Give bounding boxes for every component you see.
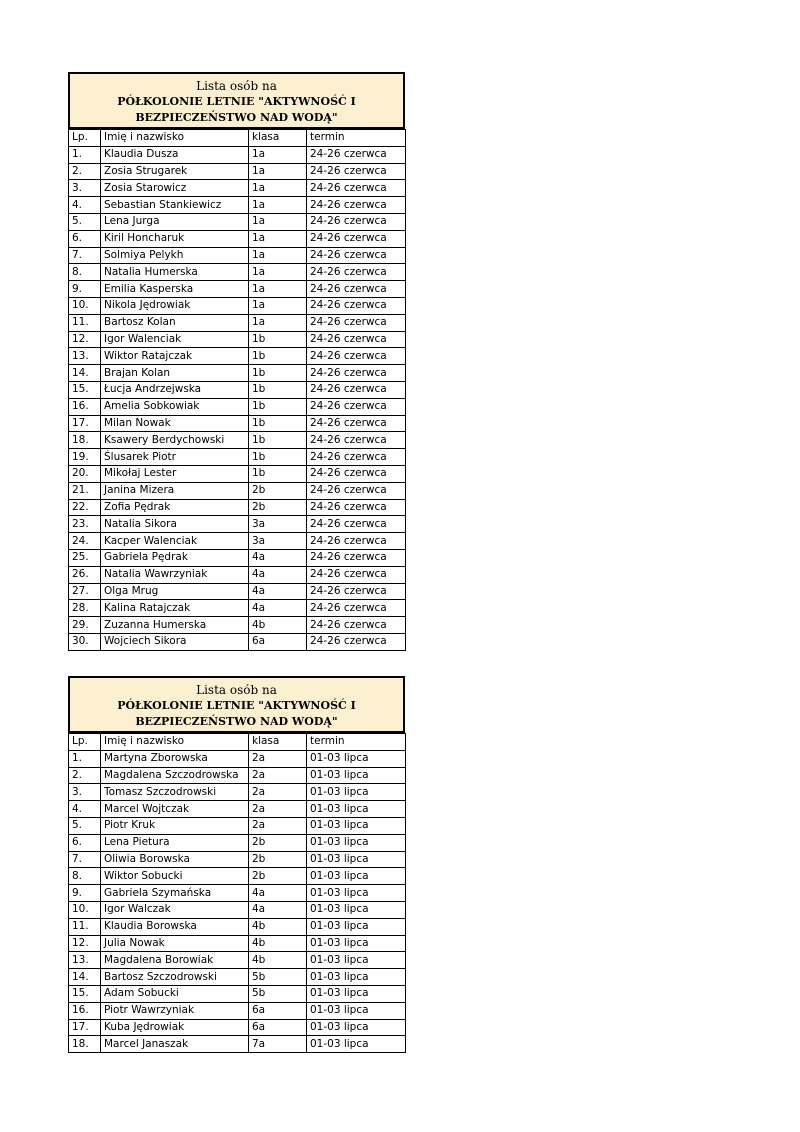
cell-lp: 13. bbox=[69, 952, 101, 969]
column-header-term: termin bbox=[307, 734, 406, 751]
cell-term: 24-26 czerwca bbox=[307, 163, 406, 180]
cell-name: Julia Nowak bbox=[101, 935, 249, 952]
table-row bbox=[69, 482, 406, 499]
cell-name: Gabriela Szymańska bbox=[101, 885, 249, 902]
cell-lp: 3. bbox=[69, 784, 101, 801]
cell-lp: 1. bbox=[69, 146, 101, 163]
table-row bbox=[69, 314, 406, 331]
cell-class: 6a bbox=[249, 1019, 307, 1036]
cell-name: Sebastian Stankiewicz bbox=[101, 197, 249, 214]
cell-term: 24-26 czerwca bbox=[307, 533, 406, 550]
cell-name: Lena Pietura bbox=[101, 834, 249, 851]
cell-term: 01-03 lipca bbox=[307, 935, 406, 952]
cell-name: Mikołaj Lester bbox=[101, 465, 249, 482]
header-line-subtitle: BEZPIECZEŃSTWO NAD WODĄ" bbox=[135, 715, 338, 728]
column-header-name: Imię i nazwisko bbox=[101, 130, 249, 147]
cell-class: 1b bbox=[249, 365, 307, 382]
cell-term: 24-26 czerwca bbox=[307, 415, 406, 432]
table-row bbox=[69, 331, 406, 348]
cell-lp: 20. bbox=[69, 465, 101, 482]
cell-term: 01-03 lipca bbox=[307, 901, 406, 918]
table-row bbox=[69, 432, 406, 449]
column-header-lp: Lp. bbox=[69, 734, 101, 751]
cell-term: 24-26 czerwca bbox=[307, 617, 406, 634]
cell-class: 1b bbox=[249, 381, 307, 398]
cell-term: 24-26 czerwca bbox=[307, 432, 406, 449]
table-row bbox=[69, 817, 406, 834]
cell-lp: 16. bbox=[69, 398, 101, 415]
cell-name: Lena Jurga bbox=[101, 213, 249, 230]
cell-name: Brajan Kolan bbox=[101, 365, 249, 382]
cell-class: 1a bbox=[249, 314, 307, 331]
table-row bbox=[69, 952, 406, 969]
cell-class: 2a bbox=[249, 784, 307, 801]
table-row bbox=[69, 549, 406, 566]
cell-name: Wiktor Ratajczak bbox=[101, 348, 249, 365]
cell-name: Nikola Jędrowiak bbox=[101, 297, 249, 314]
cell-lp: 2. bbox=[69, 767, 101, 784]
cell-term: 01-03 lipca bbox=[307, 985, 406, 1002]
cell-name: Kuba Jędrowiak bbox=[101, 1019, 249, 1036]
table-row bbox=[69, 985, 406, 1002]
cell-lp: 12. bbox=[69, 331, 101, 348]
cell-name: Adam Sobucki bbox=[101, 985, 249, 1002]
cell-lp: 21. bbox=[69, 482, 101, 499]
cell-term: 01-03 lipca bbox=[307, 767, 406, 784]
cell-class: 2a bbox=[249, 817, 307, 834]
cell-name: Milan Nowak bbox=[101, 415, 249, 432]
cell-lp: 4. bbox=[69, 197, 101, 214]
table-row bbox=[69, 885, 406, 902]
cell-name: Kacper Walenciak bbox=[101, 533, 249, 550]
cell-name: Solmiya Pelykh bbox=[101, 247, 249, 264]
cell-class: 3a bbox=[249, 533, 307, 550]
participant-list-june bbox=[68, 72, 405, 651]
cell-class: 4b bbox=[249, 918, 307, 935]
table-row bbox=[69, 146, 406, 163]
cell-class: 6a bbox=[249, 633, 307, 650]
cell-class: 2a bbox=[249, 750, 307, 767]
cell-lp: 8. bbox=[69, 264, 101, 281]
cell-class: 1a bbox=[249, 146, 307, 163]
table-row bbox=[69, 516, 406, 533]
list-header bbox=[68, 72, 405, 129]
cell-name: Bartosz Kolan bbox=[101, 314, 249, 331]
cell-name: Ksawery Berdychowski bbox=[101, 432, 249, 449]
cell-lp: 14. bbox=[69, 969, 101, 986]
cell-term: 24-26 czerwca bbox=[307, 600, 406, 617]
cell-class: 2b bbox=[249, 834, 307, 851]
header-line-subtitle: BEZPIECZEŃSTWO NAD WODĄ" bbox=[135, 111, 338, 124]
table-row bbox=[69, 901, 406, 918]
cell-name: Emilia Kasperska bbox=[101, 281, 249, 298]
cell-term: 24-26 czerwca bbox=[307, 398, 406, 415]
cell-class: 1a bbox=[249, 180, 307, 197]
cell-lp: 5. bbox=[69, 817, 101, 834]
cell-term: 01-03 lipca bbox=[307, 817, 406, 834]
cell-name: Natalia Sikora bbox=[101, 516, 249, 533]
table-row bbox=[69, 381, 406, 398]
roster-table bbox=[68, 733, 406, 1053]
table-row bbox=[69, 230, 406, 247]
cell-term: 01-03 lipca bbox=[307, 1036, 406, 1053]
table-row bbox=[69, 180, 406, 197]
table-row bbox=[69, 247, 406, 264]
cell-lp: 24. bbox=[69, 533, 101, 550]
cell-name: Janina Mizera bbox=[101, 482, 249, 499]
cell-term: 24-26 czerwca bbox=[307, 247, 406, 264]
table-row bbox=[69, 213, 406, 230]
cell-name: Magdalena Borowiak bbox=[101, 952, 249, 969]
cell-name: Olga Mrug bbox=[101, 583, 249, 600]
cell-term: 01-03 lipca bbox=[307, 918, 406, 935]
cell-name: Wojciech Sikora bbox=[101, 633, 249, 650]
cell-term: 01-03 lipca bbox=[307, 885, 406, 902]
table-row bbox=[69, 784, 406, 801]
table-row bbox=[69, 533, 406, 550]
table-row bbox=[69, 617, 406, 634]
cell-name: Zosia Starowicz bbox=[101, 180, 249, 197]
cell-name: Martyna Zborowska bbox=[101, 750, 249, 767]
cell-lp: 15. bbox=[69, 381, 101, 398]
cell-name: Natalia Humerska bbox=[101, 264, 249, 281]
cell-term: 01-03 lipca bbox=[307, 969, 406, 986]
cell-lp: 4. bbox=[69, 801, 101, 818]
table-row bbox=[69, 801, 406, 818]
cell-class: 4a bbox=[249, 885, 307, 902]
cell-class: 1b bbox=[249, 331, 307, 348]
cell-class: 1a bbox=[249, 247, 307, 264]
cell-lp: 25. bbox=[69, 549, 101, 566]
cell-name: Zofia Pędrak bbox=[101, 499, 249, 516]
cell-class: 1b bbox=[249, 398, 307, 415]
cell-lp: 7. bbox=[69, 247, 101, 264]
table-row bbox=[69, 163, 406, 180]
table-row bbox=[69, 918, 406, 935]
table-row bbox=[69, 969, 406, 986]
cell-term: 24-26 czerwca bbox=[307, 381, 406, 398]
cell-name: Wiktor Sobucki bbox=[101, 868, 249, 885]
column-header-lp: Lp. bbox=[69, 130, 101, 147]
cell-term: 01-03 lipca bbox=[307, 1002, 406, 1019]
cell-class: 5b bbox=[249, 985, 307, 1002]
cell-class: 2b bbox=[249, 499, 307, 516]
cell-lp: 15. bbox=[69, 985, 101, 1002]
table-header-row bbox=[69, 130, 406, 147]
participant-list-july bbox=[68, 676, 405, 1053]
table-row bbox=[69, 415, 406, 432]
cell-name: Klaudia Borowska bbox=[101, 918, 249, 935]
cell-lp: 11. bbox=[69, 918, 101, 935]
cell-class: 7a bbox=[249, 1036, 307, 1053]
cell-class: 2b bbox=[249, 851, 307, 868]
cell-class: 5b bbox=[249, 969, 307, 986]
cell-term: 01-03 lipca bbox=[307, 868, 406, 885]
cell-name: Bartosz Szczodrowski bbox=[101, 969, 249, 986]
cell-lp: 23. bbox=[69, 516, 101, 533]
cell-lp: 17. bbox=[69, 1019, 101, 1036]
cell-term: 24-26 czerwca bbox=[307, 365, 406, 382]
cell-lp: 3. bbox=[69, 180, 101, 197]
cell-class: 6a bbox=[249, 1002, 307, 1019]
table-row bbox=[69, 297, 406, 314]
cell-name: Kiril Honcharuk bbox=[101, 230, 249, 247]
cell-name: Piotr Wawrzyniak bbox=[101, 1002, 249, 1019]
table-row bbox=[69, 264, 406, 281]
cell-lp: 6. bbox=[69, 230, 101, 247]
cell-term: 24-26 czerwca bbox=[307, 281, 406, 298]
cell-lp: 6. bbox=[69, 834, 101, 851]
cell-name: Łucja Andrzejwska bbox=[101, 381, 249, 398]
cell-class: 1a bbox=[249, 197, 307, 214]
cell-lp: 14. bbox=[69, 365, 101, 382]
cell-class: 1a bbox=[249, 163, 307, 180]
cell-term: 24-26 czerwca bbox=[307, 583, 406, 600]
cell-term: 24-26 czerwca bbox=[307, 213, 406, 230]
header-line-intro: Lista osób na bbox=[196, 683, 277, 697]
cell-lp: 8. bbox=[69, 868, 101, 885]
table-row bbox=[69, 750, 406, 767]
cell-class: 2a bbox=[249, 767, 307, 784]
cell-term: 24-26 czerwca bbox=[307, 197, 406, 214]
cell-term: 24-26 czerwca bbox=[307, 264, 406, 281]
cell-lp: 1. bbox=[69, 750, 101, 767]
column-header-term: termin bbox=[307, 130, 406, 147]
table-row bbox=[69, 499, 406, 516]
cell-lp: 19. bbox=[69, 449, 101, 466]
cell-term: 24-26 czerwca bbox=[307, 314, 406, 331]
cell-lp: 10. bbox=[69, 901, 101, 918]
cell-term: 01-03 lipca bbox=[307, 952, 406, 969]
cell-term: 24-26 czerwca bbox=[307, 482, 406, 499]
cell-name: Magdalena Szczodrowska bbox=[101, 767, 249, 784]
cell-name: Klaudia Dusza bbox=[101, 146, 249, 163]
cell-lp: 22. bbox=[69, 499, 101, 516]
cell-lp: 18. bbox=[69, 1036, 101, 1053]
cell-term: 24-26 czerwca bbox=[307, 549, 406, 566]
cell-lp: 5. bbox=[69, 213, 101, 230]
cell-name: Zuzanna Humerska bbox=[101, 617, 249, 634]
cell-term: 24-26 czerwca bbox=[307, 499, 406, 516]
cell-class: 4a bbox=[249, 583, 307, 600]
cell-lp: 29. bbox=[69, 617, 101, 634]
cell-lp: 9. bbox=[69, 885, 101, 902]
cell-name: Natalia Wawrzyniak bbox=[101, 566, 249, 583]
cell-class: 4a bbox=[249, 901, 307, 918]
header-line-intro: Lista osób na bbox=[196, 79, 277, 93]
cell-class: 1b bbox=[249, 465, 307, 482]
cell-term: 01-03 lipca bbox=[307, 801, 406, 818]
table-row bbox=[69, 600, 406, 617]
table-row bbox=[69, 449, 406, 466]
cell-term: 24-26 czerwca bbox=[307, 633, 406, 650]
header-line-title: PÓŁKOLONIE LETNIE "AKTYWNOŚĆ I bbox=[117, 95, 356, 108]
cell-name: Gabriela Pędrak bbox=[101, 549, 249, 566]
table-row bbox=[69, 834, 406, 851]
cell-name: Marcel Janaszak bbox=[101, 1036, 249, 1053]
table-row bbox=[69, 1019, 406, 1036]
cell-name: Amelia Sobkowiak bbox=[101, 398, 249, 415]
cell-class: 1a bbox=[249, 297, 307, 314]
cell-class: 4b bbox=[249, 617, 307, 634]
cell-lp: 7. bbox=[69, 851, 101, 868]
column-header-name: Imię i nazwisko bbox=[101, 734, 249, 751]
table-row bbox=[69, 348, 406, 365]
table-row bbox=[69, 566, 406, 583]
table-row bbox=[69, 281, 406, 298]
cell-lp: 13. bbox=[69, 348, 101, 365]
table-row bbox=[69, 583, 406, 600]
table-row bbox=[69, 1002, 406, 1019]
cell-class: 1a bbox=[249, 213, 307, 230]
cell-lp: 17. bbox=[69, 415, 101, 432]
table-row bbox=[69, 633, 406, 650]
cell-lp: 12. bbox=[69, 935, 101, 952]
column-header-class: klasa bbox=[249, 130, 307, 147]
cell-term: 24-26 czerwca bbox=[307, 297, 406, 314]
cell-term: 24-26 czerwca bbox=[307, 146, 406, 163]
cell-class: 2b bbox=[249, 482, 307, 499]
cell-class: 2b bbox=[249, 868, 307, 885]
cell-term: 01-03 lipca bbox=[307, 750, 406, 767]
cell-name: Tomasz Szczodrowski bbox=[101, 784, 249, 801]
cell-lp: 28. bbox=[69, 600, 101, 617]
table-row bbox=[69, 868, 406, 885]
cell-class: 1a bbox=[249, 264, 307, 281]
table-row bbox=[69, 1036, 406, 1053]
table-row bbox=[69, 398, 406, 415]
cell-name: Oliwia Borowska bbox=[101, 851, 249, 868]
table-row bbox=[69, 365, 406, 382]
cell-name: Piotr Kruk bbox=[101, 817, 249, 834]
cell-class: 3a bbox=[249, 516, 307, 533]
table-row bbox=[69, 197, 406, 214]
table-row bbox=[69, 767, 406, 784]
cell-name: Ślusarek Piotr bbox=[101, 449, 249, 466]
cell-term: 24-26 czerwca bbox=[307, 516, 406, 533]
cell-class: 4b bbox=[249, 935, 307, 952]
cell-lp: 11. bbox=[69, 314, 101, 331]
cell-class: 1b bbox=[249, 415, 307, 432]
cell-term: 24-26 czerwca bbox=[307, 331, 406, 348]
cell-name: Kalina Ratajczak bbox=[101, 600, 249, 617]
cell-name: Zosia Strugarek bbox=[101, 163, 249, 180]
cell-term: 01-03 lipca bbox=[307, 784, 406, 801]
cell-term: 24-26 czerwca bbox=[307, 180, 406, 197]
cell-name: Igor Walczak bbox=[101, 901, 249, 918]
cell-lp: 30. bbox=[69, 633, 101, 650]
roster-table bbox=[68, 129, 406, 651]
table-row bbox=[69, 465, 406, 482]
cell-class: 1a bbox=[249, 230, 307, 247]
cell-name: Igor Walenciak bbox=[101, 331, 249, 348]
cell-lp: 16. bbox=[69, 1002, 101, 1019]
cell-class: 4a bbox=[249, 600, 307, 617]
cell-class: 4a bbox=[249, 566, 307, 583]
cell-term: 01-03 lipca bbox=[307, 834, 406, 851]
cell-term: 01-03 lipca bbox=[307, 851, 406, 868]
cell-class: 1a bbox=[249, 281, 307, 298]
cell-class: 2a bbox=[249, 801, 307, 818]
column-header-class: klasa bbox=[249, 734, 307, 751]
cell-lp: 27. bbox=[69, 583, 101, 600]
cell-lp: 26. bbox=[69, 566, 101, 583]
cell-name: Marcel Wojtczak bbox=[101, 801, 249, 818]
cell-lp: 9. bbox=[69, 281, 101, 298]
cell-lp: 18. bbox=[69, 432, 101, 449]
table-header-row bbox=[69, 734, 406, 751]
list-header bbox=[68, 676, 405, 733]
cell-class: 1b bbox=[249, 449, 307, 466]
cell-term: 01-03 lipca bbox=[307, 1019, 406, 1036]
cell-class: 4b bbox=[249, 952, 307, 969]
cell-class: 1b bbox=[249, 348, 307, 365]
cell-class: 1b bbox=[249, 432, 307, 449]
table-row bbox=[69, 935, 406, 952]
cell-lp: 10. bbox=[69, 297, 101, 314]
header-line-title: PÓŁKOLONIE LETNIE "AKTYWNOŚĆ I bbox=[117, 699, 356, 712]
cell-term: 24-26 czerwca bbox=[307, 230, 406, 247]
cell-term: 24-26 czerwca bbox=[307, 465, 406, 482]
table-row bbox=[69, 851, 406, 868]
cell-lp: 2. bbox=[69, 163, 101, 180]
cell-term: 24-26 czerwca bbox=[307, 348, 406, 365]
cell-class: 4a bbox=[249, 549, 307, 566]
cell-term: 24-26 czerwca bbox=[307, 566, 406, 583]
cell-term: 24-26 czerwca bbox=[307, 449, 406, 466]
